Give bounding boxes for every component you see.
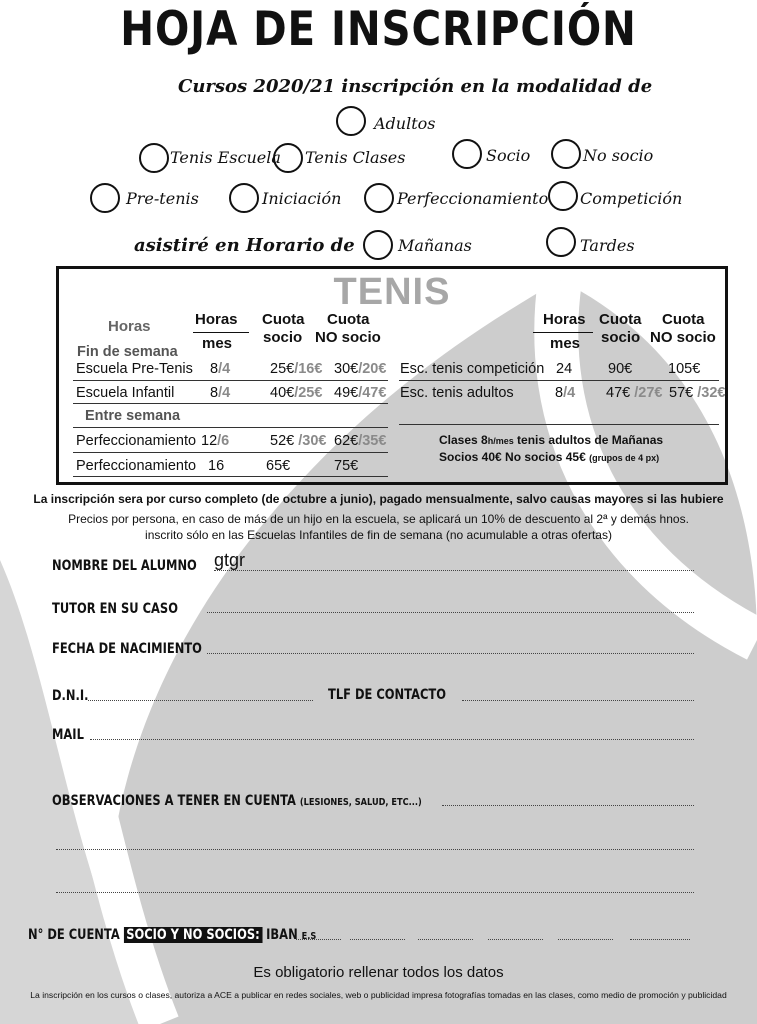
radio-tardes[interactable] xyxy=(546,227,576,257)
label-tardes: Tardes xyxy=(580,236,635,255)
left-col-nosocio: NO socio xyxy=(315,329,381,346)
radio-tenis-clases[interactable] xyxy=(273,143,303,173)
cuenta-highlight: SOCIO Y NO SOCIOS: xyxy=(124,927,262,943)
left-col-horas: Horas xyxy=(195,311,238,328)
left-horas-label: Horas xyxy=(108,318,151,335)
radio-adultos[interactable] xyxy=(336,106,366,136)
right-col-nosocio: NO socio xyxy=(650,329,716,346)
iban-block-5[interactable] xyxy=(558,939,613,940)
iban-block-4[interactable] xyxy=(488,939,543,940)
obs-field-line-2[interactable] xyxy=(56,849,694,850)
dni-label: D.N.I. xyxy=(52,688,89,704)
obs-field-line-1[interactable] xyxy=(442,805,694,806)
radio-tenis-escuela[interactable] xyxy=(139,143,169,173)
row-name: Esc. tenis competición xyxy=(400,361,545,377)
left-col-mes: mes xyxy=(202,335,233,352)
mananas-price: Socios 40€ No socios 45€ (grupos de 4 px) xyxy=(439,450,660,464)
label-tenis-escuela: Tenis Escuela xyxy=(170,148,281,167)
nombre-field[interactable] xyxy=(214,570,694,571)
left-col-socio: socio xyxy=(263,329,303,346)
label-perfeccionamiento: Perfeccionamiento xyxy=(397,189,549,208)
radio-iniciacion[interactable] xyxy=(229,183,259,213)
fecha-label: FECHA DE NACIMIENTO xyxy=(52,641,202,657)
price-table: TENIS Horas Horas mes Cuota socio Cuota NO socio Fin de semana Escuela Pre-Tenis 8/4 25€/16€ 30€/20€ Escuela Infantil 8/4 40€/25€ 49€/47€ Entre semana Perfeccionamiento 12/6 52€ /30€ 62€/35€ Perfeccionamiento 16 65€ 75€ Horas mes Cuota socio Cuota NO socio Esc. tenis competición 24 90€ 105€ Esc. tenis adultos 8/4 47€ /27€ 57€ /32€ Clases 8h/mes tenis adultos de Mañanas Socios 40€ No socios 45€ (grupos de 4 px) xyxy=(56,266,728,485)
iban-block-2[interactable] xyxy=(350,939,405,940)
group-weekday: Entre semana xyxy=(85,408,181,424)
label-socio: Socio xyxy=(486,146,531,165)
left-col-cuota: Cuota xyxy=(262,311,305,328)
label-no-socio: No socio xyxy=(583,146,654,165)
dni-field[interactable] xyxy=(88,700,313,701)
row-name: Perfeccionamiento xyxy=(76,458,197,474)
tutor-field[interactable] xyxy=(207,612,694,613)
note-inscription: La inscripción sera por curso completo (de octubre a junio), pagado mensualmente, salvo causas mayores si las hubiere xyxy=(33,492,724,506)
radio-competicion[interactable] xyxy=(548,181,578,211)
right-col-cuota: Cuota xyxy=(599,311,642,328)
iban-block-1[interactable] xyxy=(296,939,341,940)
obs-field-line-3[interactable] xyxy=(56,892,694,893)
mail-field[interactable] xyxy=(90,739,694,740)
nombre-label: NOMBRE DEL ALUMNO xyxy=(52,558,197,574)
radio-mananas[interactable] xyxy=(363,230,393,260)
right-col-socio: socio xyxy=(601,329,641,346)
label-mananas: Mañanas xyxy=(398,236,472,255)
horario-label: asistiré en Horario de xyxy=(134,235,355,256)
label-adultos: Adultos xyxy=(374,114,436,133)
nombre-value: gtgr xyxy=(214,550,246,570)
footer-disclaimer: La inscripción en los cursos o clases, autoriza a ACE a publicar en redes sociales, web o publicidad impresa fotografías tomadas en las clases, como medio de promoción y publicidad xyxy=(30,990,727,1000)
radio-perfeccionamiento[interactable] xyxy=(364,183,394,213)
note-scope: inscrito sólo en las Escuelas Infantiles de fin de semana (no acumulable a otras ofertas) xyxy=(145,528,612,542)
radio-pre-tenis[interactable] xyxy=(90,183,120,213)
label-competicion: Competición xyxy=(580,189,683,208)
subtitle: Cursos 2020/21 inscripción en la modalidad de xyxy=(178,76,653,97)
fecha-field[interactable] xyxy=(207,653,694,654)
row-name: Esc. tenis adultos xyxy=(400,385,514,401)
right-col-mes: mes xyxy=(550,335,581,352)
right-col-horas: Horas xyxy=(543,311,586,328)
iban-block-3[interactable] xyxy=(418,939,473,940)
label-iniciacion: Iniciación xyxy=(262,189,342,208)
note-discount: Precios por persona, en caso de más de un hijo en la escuela, se aplicará un 10% de descuento al 2ª y demás hnos. xyxy=(68,512,689,526)
table-heading: TENIS xyxy=(333,271,451,313)
radio-socio[interactable] xyxy=(452,139,482,169)
mananas-note: Clases 8h/mes tenis adultos de Mañanas xyxy=(439,433,664,447)
row-name: Escuela Pre-Tenis xyxy=(76,361,193,377)
iban-block-6[interactable] xyxy=(630,939,690,940)
mail-label: MAIL xyxy=(52,727,84,743)
radio-no-socio[interactable] xyxy=(551,139,581,169)
label-pre-tenis: Pre-tenis xyxy=(126,189,199,208)
left-col-cuota2: Cuota xyxy=(327,311,370,328)
tlf-field[interactable] xyxy=(462,700,694,701)
row-name: Escuela Infantil xyxy=(76,385,175,401)
row-name: Perfeccionamiento xyxy=(76,433,197,449)
cuenta-label: N° DE CUENTA SOCIO Y NO SOCIOS: IBAN E.S xyxy=(28,927,317,943)
label-tenis-clases: Tenis Clases xyxy=(305,148,406,167)
tlf-label: TLF DE CONTACTO xyxy=(328,687,446,703)
right-col-cuota2: Cuota xyxy=(662,311,705,328)
obs-label: OBSERVACIONES A TENER EN CUENTA (LESIONES, SALUD, ETC...) xyxy=(52,793,422,809)
tutor-label: TUTOR EN SU CASO xyxy=(52,601,178,617)
footer-required: Es obligatorio rellenar todos los datos xyxy=(253,964,504,981)
page-title: HOJA DE INSCRIPCIÓN xyxy=(120,2,637,57)
group-weekend: Fin de semana xyxy=(77,344,178,360)
